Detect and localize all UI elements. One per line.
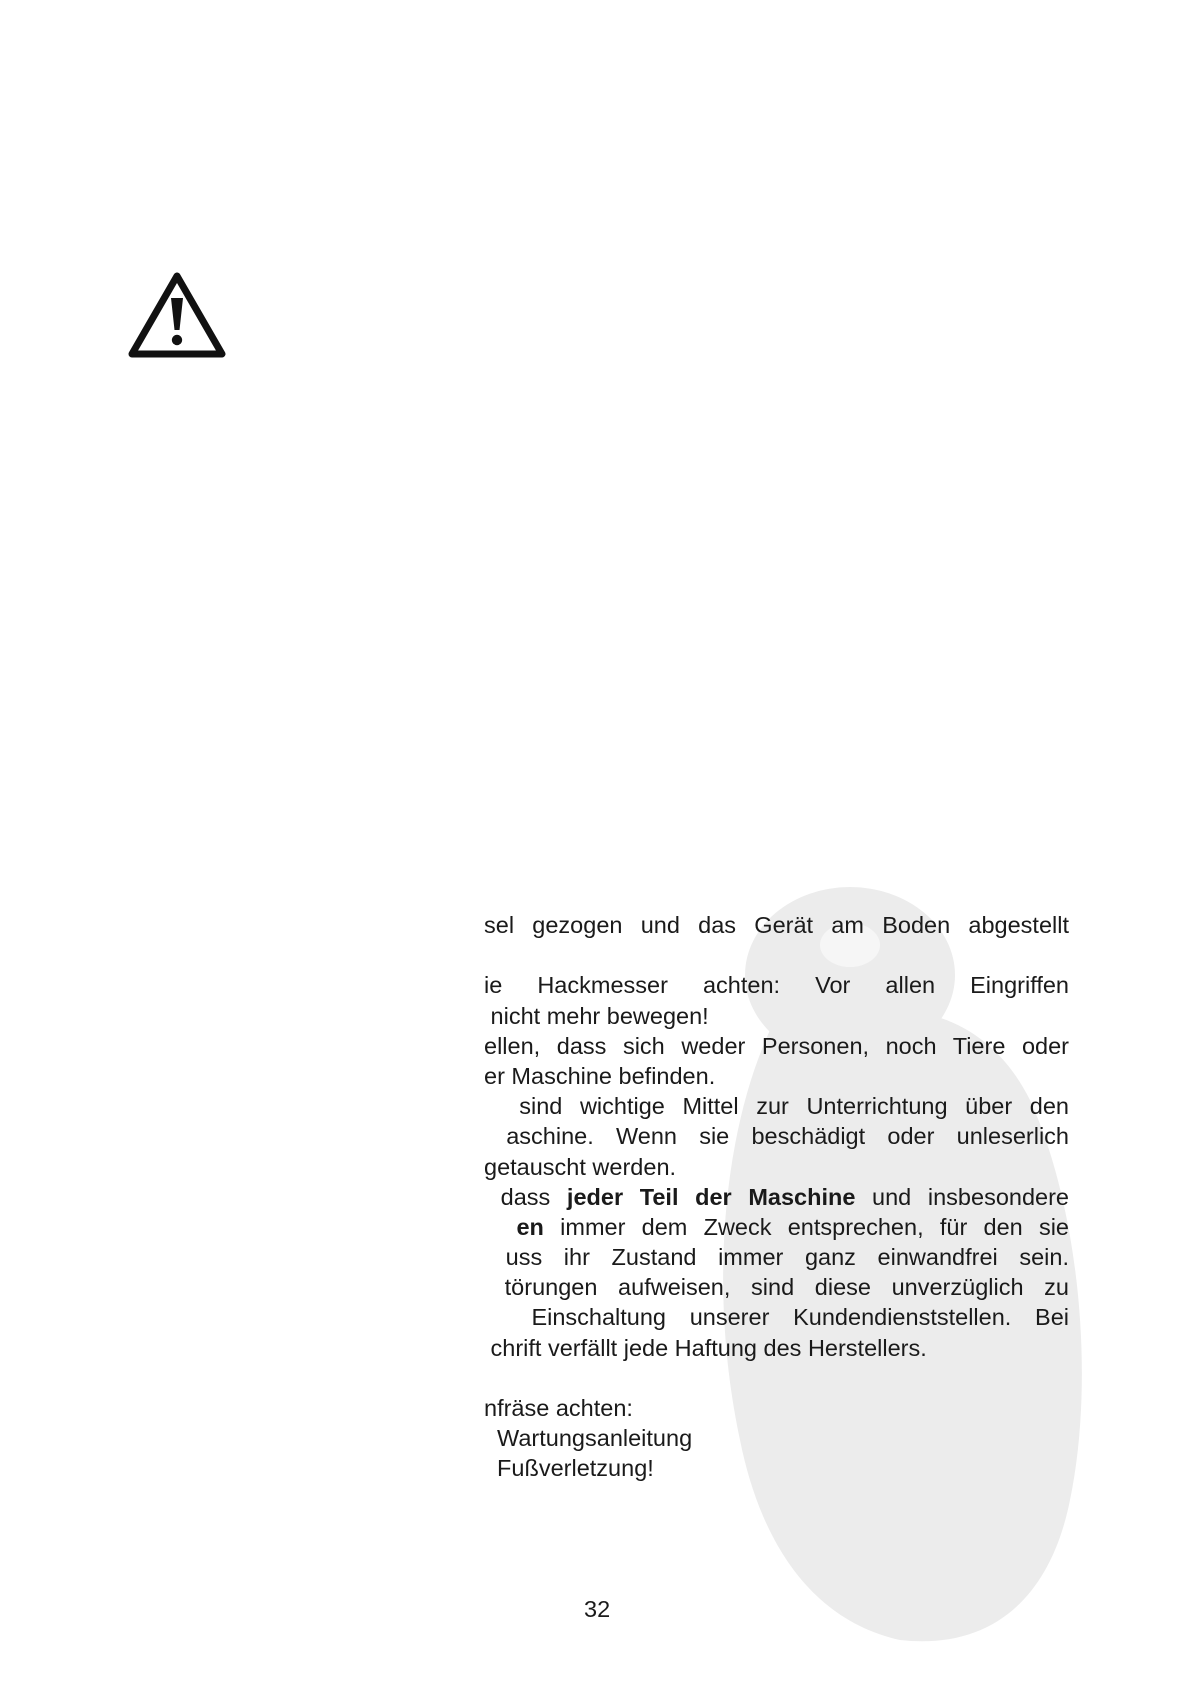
text-line: getauscht werden. bbox=[484, 1153, 677, 1180]
bold-phrase: jeder Teil der Maschine bbox=[566, 1183, 856, 1210]
text-line: sind wichtige Mittel zur Unterrichtung über den bbox=[484, 1093, 1069, 1120]
paragraph-gap bbox=[484, 940, 1069, 970]
text-line bbox=[484, 1182, 1069, 1212]
bold-phrase: en bbox=[484, 1213, 544, 1240]
text-fragment: dass bbox=[484, 1183, 567, 1210]
text-line: aschine. Wenn sie beschädigt oder unleserlich bbox=[484, 1123, 1069, 1150]
text-line: nfräse achten: bbox=[484, 1395, 633, 1421]
safety-text-block bbox=[484, 910, 1069, 1484]
text-line: er Maschine befinden. bbox=[484, 1062, 716, 1089]
warning-triangle-icon bbox=[128, 272, 226, 358]
text-line: Fußverletzung! bbox=[484, 1455, 654, 1482]
text-line: uss ihr Zustand immer ganz einwandfrei sein. bbox=[484, 1244, 1069, 1271]
text-line: chrift verfällt jede Haftung des Herstellers. bbox=[484, 1334, 927, 1361]
text-line: nicht mehr bewegen! bbox=[484, 1002, 709, 1029]
text-fragment: und insbesondere bbox=[855, 1183, 1069, 1210]
text-line: Wartungsanleitung bbox=[484, 1425, 693, 1452]
text-line bbox=[484, 1212, 1069, 1242]
text-line: ie Hackmesser achten: Vor allen Eingriffen bbox=[484, 972, 1069, 999]
text-fragment: immer dem Zweck entsprechen, für den sie bbox=[543, 1213, 1069, 1240]
text-line: ellen, dass sich weder Personen, noch Tiere oder bbox=[484, 1032, 1069, 1059]
text-line: sel gezogen und das Gerät am Boden abgestellt bbox=[484, 912, 1069, 938]
text-line: Einschaltung unserer Kundendienststellen. Bei bbox=[484, 1304, 1069, 1331]
text-line: törungen aufweisen, sind diese unverzüglich zu bbox=[484, 1274, 1069, 1301]
page-number: 32 bbox=[584, 1596, 611, 1622]
paragraph-gap bbox=[484, 1363, 1069, 1393]
